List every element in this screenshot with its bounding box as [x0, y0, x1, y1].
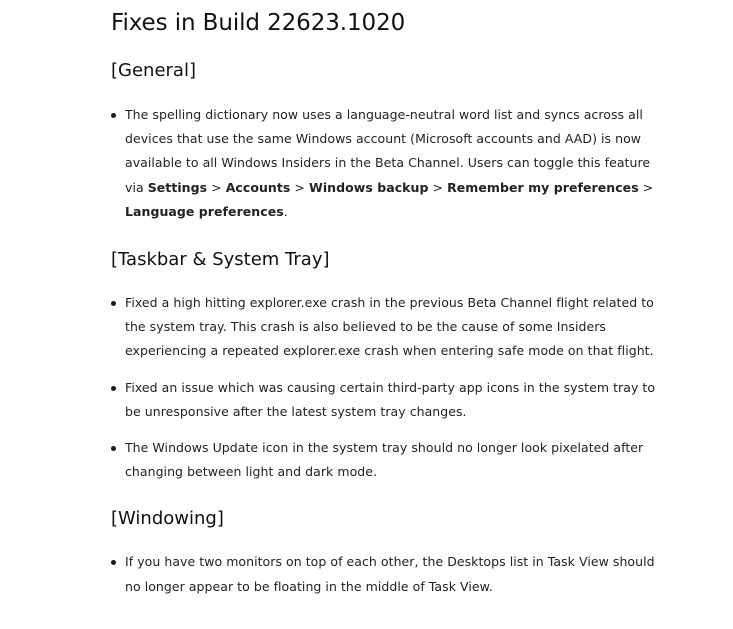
article — [111, 0, 671, 599]
section-heading-taskbar: [Taskbar & System Tray] — [111, 249, 330, 271]
page-title: Fixes in Build 22623.1020 — [111, 10, 406, 36]
bullet-list-windowing — [111, 550, 671, 598]
list-item: If you have two monitors on top of each other, the Desktops list in Task View should no longer appear to be floating in the middle of Task View. — [111, 550, 671, 598]
list-item: The Windows Update icon in the system tray should no longer look pixelated after changing between light and dark mode. — [111, 436, 671, 484]
section-heading-windowing: [Windowing] — [111, 508, 224, 530]
list-item: Fixed an issue which was causing certain third-party app icons in the system tray to be unresponsive after the latest system tray changes. — [111, 376, 671, 424]
section-heading-general: [General] — [111, 60, 196, 81]
bullet-list-taskbar — [111, 291, 671, 484]
list-item: The spelling dictionary now uses a language-neutral word list and syncs across all devices that use the same Windows account (Microsoft accounts and AAD) is now available to all Windows Insiders in the Beta Channel. Users can toggle this feature via Settings > Accounts > Windows backup > Remember my preferences > Language preferences. — [111, 103, 671, 224]
bullet-list-general — [111, 103, 671, 224]
list-item: Fixed a high hitting explorer.exe crash in the previous Beta Channel flight related to the system tray. This crash is also believed to be the cause of some Insiders experiencing a repeated explorer.exe crash when entering safe mode on that flight. — [111, 291, 671, 364]
